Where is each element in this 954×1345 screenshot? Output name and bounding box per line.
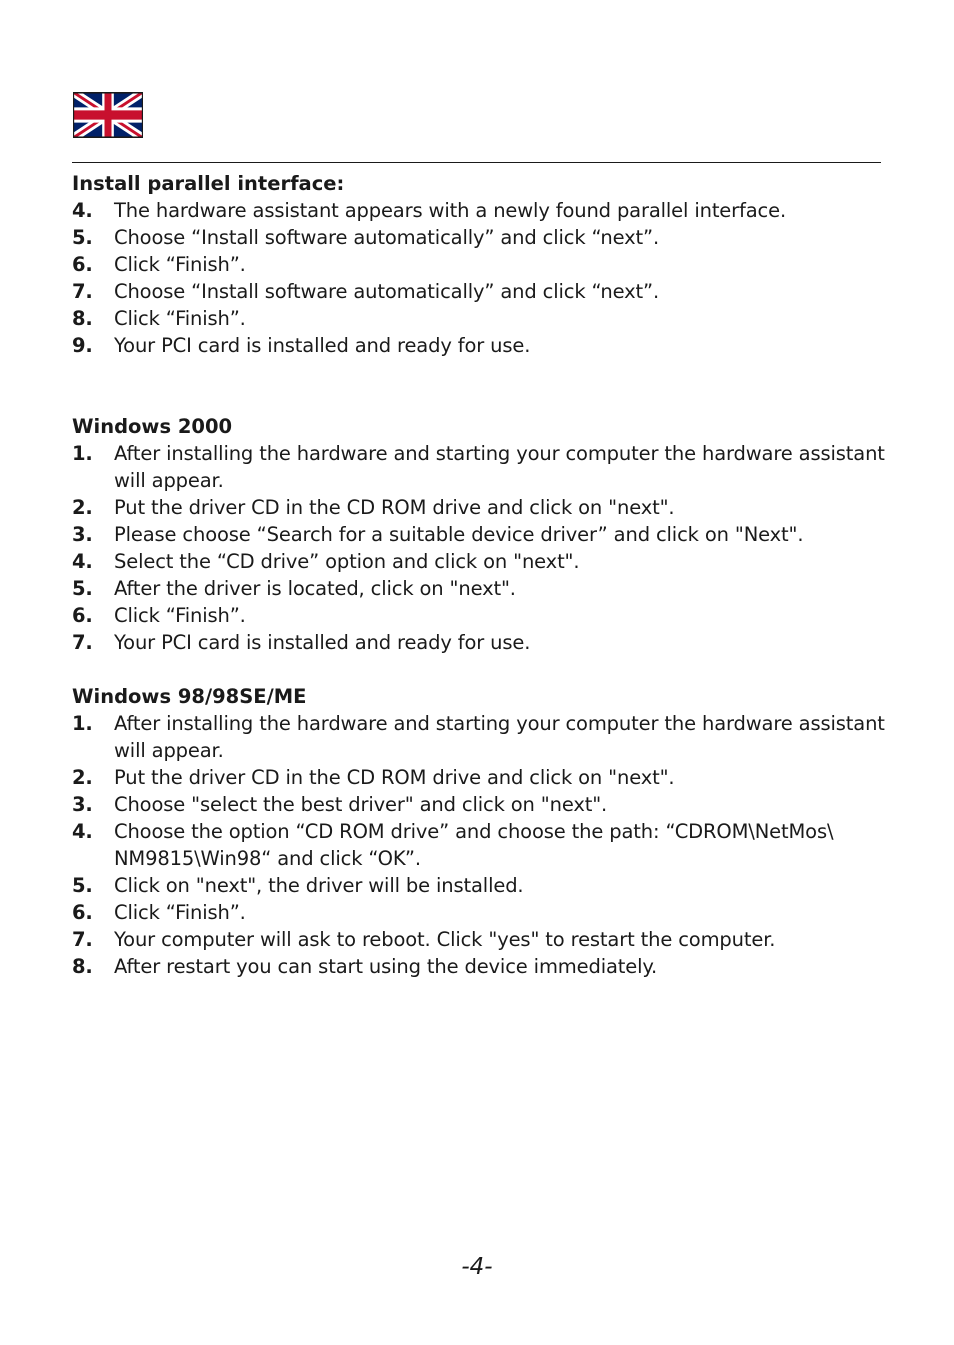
step-text: Click “Finish”. <box>114 307 246 330</box>
step-list <box>72 440 887 656</box>
step-number: 4. <box>72 199 93 222</box>
step-number: 8. <box>72 307 93 330</box>
step-text: Please choose “Search for a suitable device driver” and click on "Next". <box>114 523 804 546</box>
step-text: Choose "select the best driver" and click on "next". <box>114 793 608 816</box>
section-spacer <box>72 656 887 683</box>
list-item <box>72 602 887 629</box>
step-number: 8. <box>72 955 93 978</box>
list-item <box>72 764 887 791</box>
list-item <box>72 278 887 305</box>
list-item <box>72 251 887 278</box>
list-item <box>72 305 887 332</box>
step-list <box>72 710 887 980</box>
list-item <box>72 521 887 548</box>
list-item <box>72 791 887 818</box>
step-number: 9. <box>72 334 93 357</box>
step-number: 4. <box>72 550 93 573</box>
step-text: Select the “CD drive” option and click on "next". <box>114 550 580 573</box>
step-number: 6. <box>72 901 93 924</box>
list-item <box>72 494 887 521</box>
list-item <box>72 710 887 764</box>
step-text: Your PCI card is installed and ready for use. <box>114 631 531 654</box>
list-item <box>72 440 887 494</box>
step-text: Click “Finish”. <box>114 253 246 276</box>
step-text: After the driver is located, click on "next". <box>114 577 516 600</box>
section-spacer <box>72 359 887 413</box>
list-item <box>72 224 887 251</box>
step-text: After installing the hardware and starting your computer the hardware assistant will appear. <box>114 442 885 492</box>
step-text: Click on "next", the driver will be installed. <box>114 874 524 897</box>
step-text: Your PCI card is installed and ready for use. <box>114 334 531 357</box>
list-item <box>72 332 887 359</box>
step-number: 2. <box>72 496 93 519</box>
step-number: 6. <box>72 253 93 276</box>
list-item <box>72 926 887 953</box>
step-number: 7. <box>72 928 93 951</box>
step-text: After restart you can start using the device immediately. <box>114 955 658 978</box>
list-item <box>72 872 887 899</box>
step-number: 7. <box>72 280 93 303</box>
list-item <box>72 818 887 872</box>
instructions <box>72 170 887 980</box>
section-heading: Windows 98/98SE/ME <box>72 685 307 708</box>
section-heading: Install parallel interface: <box>72 172 345 195</box>
step-text: Click “Finish”. <box>114 604 246 627</box>
step-number: 5. <box>72 226 93 249</box>
list-item <box>72 548 887 575</box>
step-number: 4. <box>72 820 93 843</box>
list-item <box>72 575 887 602</box>
step-text: Put the driver CD in the CD ROM drive and click on "next". <box>114 496 675 519</box>
step-text: Choose “Install software automatically” and click “next”. <box>114 280 660 303</box>
section-install-parallel-interface <box>72 170 887 359</box>
step-text: Choose “Install software automatically” and click “next”. <box>114 226 660 249</box>
section-windows-2000 <box>72 413 887 656</box>
step-list <box>72 197 887 359</box>
list-item <box>72 629 887 656</box>
section-windows-98 <box>72 683 887 980</box>
step-text: After installing the hardware and starting your computer the hardware assistant will appear. <box>114 712 885 762</box>
list-item <box>72 197 887 224</box>
section-heading: Windows 2000 <box>72 415 233 438</box>
step-text: Choose the option “CD ROM drive” and choose the path: “CDROM\NetMos\ NM9815\Win98“ and click “OK”. <box>114 820 834 870</box>
list-item <box>72 899 887 926</box>
step-number: 2. <box>72 766 93 789</box>
step-number: 6. <box>72 604 93 627</box>
step-number: 3. <box>72 793 93 816</box>
page-number: -4- <box>461 1254 493 1280</box>
step-text: Your computer will ask to reboot. Click "yes" to restart the computer. <box>114 928 776 951</box>
step-text: Click “Finish”. <box>114 901 246 924</box>
union-jack-flag-icon <box>73 92 143 138</box>
step-number: 1. <box>72 442 93 465</box>
step-text: Put the driver CD in the CD ROM drive and click on "next". <box>114 766 675 789</box>
step-number: 3. <box>72 523 93 546</box>
list-item <box>72 953 887 980</box>
step-number: 1. <box>72 712 93 735</box>
step-number: 5. <box>72 577 93 600</box>
step-number: 7. <box>72 631 93 654</box>
step-text: The hardware assistant appears with a newly found parallel interface. <box>114 199 787 222</box>
step-number: 5. <box>72 874 93 897</box>
header-divider <box>72 162 881 163</box>
